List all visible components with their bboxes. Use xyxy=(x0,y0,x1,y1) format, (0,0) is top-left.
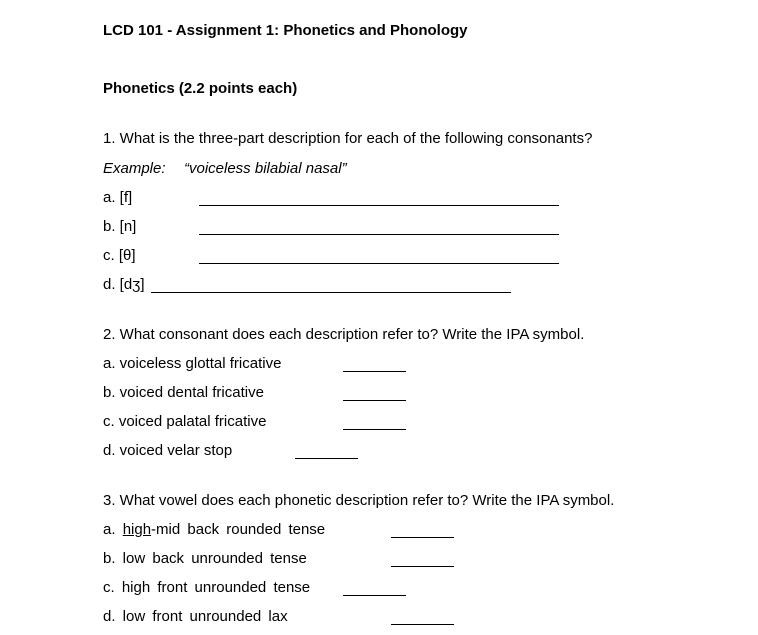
answer-blank-1b[interactable] xyxy=(199,234,559,235)
question-1-item-d: d. [dʒ] xyxy=(103,276,145,293)
question-1-example-label: Example: xyxy=(103,160,166,177)
answer-blank-3d[interactable] xyxy=(391,624,454,625)
question-3-prompt: 3. What vowel does each phonetic description refer to? Write the IPA symbol. xyxy=(103,492,615,509)
question-2-item-c: c. voiced palatal fricative xyxy=(103,413,267,430)
answer-blank-1a[interactable] xyxy=(199,205,559,206)
question-3-item-a-underlined: high xyxy=(122,521,152,538)
answer-blank-3a[interactable] xyxy=(391,537,454,538)
question-3-item-d: d. low front unrounded lax xyxy=(103,608,288,625)
section-heading: Phonetics (2.2 points each) xyxy=(103,80,298,97)
question-3-item-c: c. high front unrounded tense xyxy=(103,579,311,596)
answer-blank-3c[interactable] xyxy=(343,595,406,596)
document-title: LCD 101 - Assignment 1: Phonetics and Phonology xyxy=(103,22,468,39)
question-3-item-b: b. low back unrounded tense xyxy=(103,550,307,567)
answer-blank-2c[interactable] xyxy=(343,429,406,430)
answer-blank-1d[interactable] xyxy=(151,292,511,293)
question-2-item-d: d. voiced velar stop xyxy=(103,442,233,459)
question-2-item-b: b. voiced dental fricative xyxy=(103,384,264,401)
question-3-item-a-rest: -mid back rounded tense xyxy=(151,521,326,538)
question-2-item-a: a. voiceless glottal fricative xyxy=(103,355,282,372)
question-2-prompt: 2. What consonant does each description refer to? Write the IPA symbol. xyxy=(103,326,585,343)
answer-blank-2d[interactable] xyxy=(295,458,358,459)
question-1-item-c: c. [θ] xyxy=(103,247,136,264)
answer-blank-2a[interactable] xyxy=(343,371,406,372)
question-3-item-a xyxy=(103,521,325,539)
question-1-item-b: b. [n] xyxy=(103,218,137,235)
question-1-example-text: “voiceless bilabial nasal” xyxy=(184,160,347,177)
answer-blank-2b[interactable] xyxy=(343,400,406,401)
question-1-item-a: a. [f] xyxy=(103,189,133,206)
answer-blank-3b[interactable] xyxy=(391,566,454,567)
question-3-item-a-prefix: a. xyxy=(103,521,123,538)
question-1-prompt: 1. What is the three-part description for each of the following consonants? xyxy=(103,130,593,147)
answer-blank-1c[interactable] xyxy=(199,263,559,264)
